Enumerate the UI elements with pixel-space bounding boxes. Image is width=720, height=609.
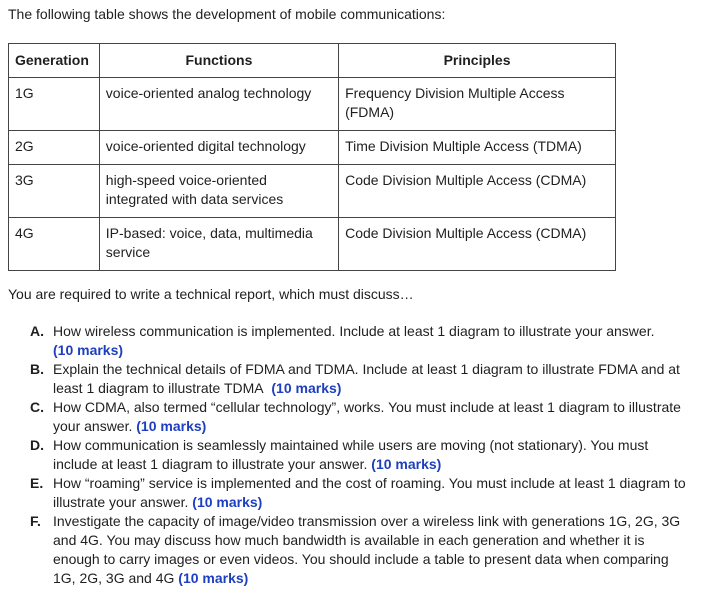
task-letter: D. [30,437,44,453]
cell-principles: Frequency Division Multiple Access (FDMA) [339,78,616,131]
task-text: How wireless communication is implemented. Include at least 1 diagram to illustrate your answer. [53,323,655,339]
header-generation: Generation [9,44,100,78]
task-letter: B. [30,361,44,377]
cell-functions: voice-oriented digital technology [99,131,338,165]
task-text: Explain the technical details of FDMA and TDMA. Include at least 1 diagram to illustrate FDMA and at least 1 diagram to illustrate TDMA [53,361,680,396]
task-letter: C. [30,399,44,415]
generations-table [8,43,616,271]
task-list [30,322,690,588]
task-marks: (10 marks) [271,380,342,396]
task-letter: A. [30,323,44,339]
cell-generation: 3G [9,165,100,218]
task-text: How “roaming” service is implemented and the cost of roaming. You must include at least 1 diagram to illustrate your answer. [53,475,686,510]
cell-generation: 4G [9,218,100,271]
list-item [30,398,690,436]
list-item [30,512,690,588]
requirement-text: You are required to write a technical report, which must discuss… [8,286,414,302]
task-marks: (10 marks) [371,456,442,472]
task-marks: (10 marks) [192,494,263,510]
header-functions: Functions [99,44,338,78]
cell-principles: Code Division Multiple Access (CDMA) [339,165,616,218]
task-text: How communication is seamlessly maintained while users are moving (not stationary). You must include at least 1 diagram to illustrate your answer. [53,437,649,472]
cell-generation: 2G [9,131,100,165]
cell-generation: 1G [9,78,100,131]
cell-functions: IP-based: voice, data, multimedia service [99,218,338,271]
task-marks: (10 marks) [178,570,249,586]
task-marks: (10 marks) [53,342,124,358]
task-text: How CDMA, also termed “cellular technology”, works. You must include at least 1 diagram to illustrate your answer. [53,399,681,434]
cell-principles: Code Division Multiple Access (CDMA) [339,218,616,271]
intro-text: The following table shows the development of mobile communications: [8,6,446,22]
list-item [30,322,690,360]
table-row [9,218,616,271]
task-letter: E. [30,475,44,491]
table-row [9,165,616,218]
table-row [9,131,616,165]
task-text: Investigate the capacity of image/video transmission over a wireless link with generations 1G, 2G, 3G and 4G. You may discuss how much bandwidth is available in each generation and whether it is enough to carry images or even videos. You should include a table to present data when comparing 1G, 2G, 3G and 4G [53,513,681,586]
task-marks: (10 marks) [136,418,207,434]
header-principles: Principles [339,44,616,78]
cell-functions: voice-oriented analog technology [99,78,338,131]
list-item [30,436,690,474]
task-letter: F. [30,513,41,529]
table-row [9,78,616,131]
cell-functions: high-speed voice-oriented integrated with data services [99,165,338,218]
table-header-row [9,44,616,78]
cell-principles: Time Division Multiple Access (TDMA) [339,131,616,165]
list-item [30,360,690,398]
list-item [30,474,690,512]
